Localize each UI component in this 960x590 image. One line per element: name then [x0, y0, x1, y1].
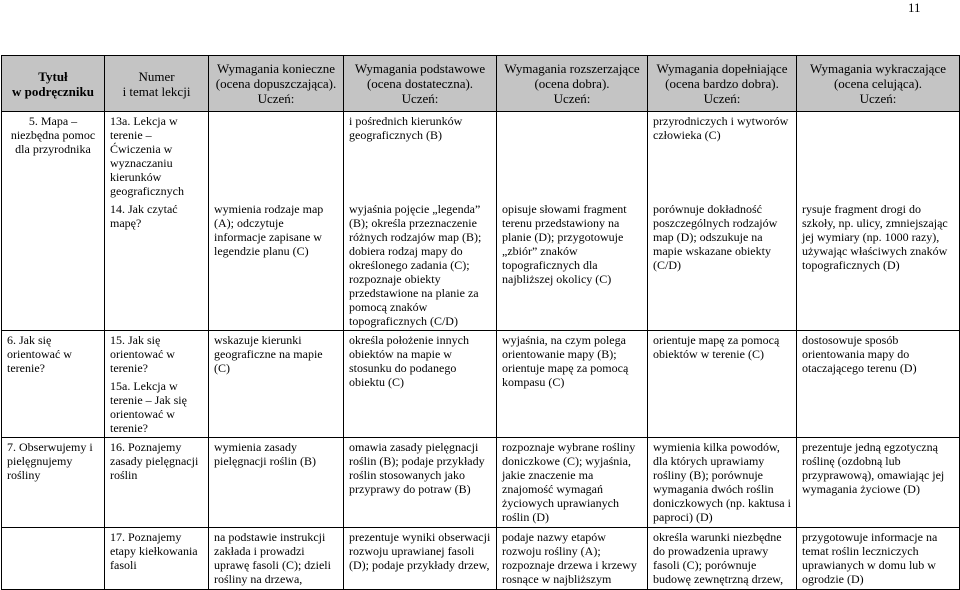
lesson-b: 15a. Lekcja w terenie – Jak się orientować w terenie? [110, 379, 187, 435]
topic-cell: 5. Mapa – niezbędna pomoc dla przyrodnika [2, 112, 105, 331]
header-extended: Wymagania rozszerzające (ocena dobra). Uczeń: [497, 56, 648, 112]
table-row [2, 528, 960, 590]
lesson-cell: 17. Poznajemy etapy kiełkowania fasoli [105, 528, 209, 590]
lesson-cell: 16. Poznajemy zasady pielęgnacji roślin [105, 438, 209, 528]
required-cell: na podstawie instrukcji zakłada i prowadzi uprawę fasoli (C); dzieli rośliny na drzewa, [209, 528, 344, 590]
complementary-cell: orientuje mapę za pomocą obiektów w terenie (C) [648, 331, 797, 438]
required-cell: wymienia zasady pielęgnacji roślin (B) [209, 438, 344, 528]
topic-cell: 7. Obserwujemy i pielęgnujemy rośliny [2, 438, 105, 528]
complementary-cell: porównuje dokładność poszczególnych rodzajów map (D); odszukuje na mapie wskazane obiekty (C/D) [648, 200, 797, 331]
outstanding-cell [797, 112, 960, 201]
header-lesson: Numer i temat lekcji [105, 56, 209, 112]
header-row [2, 56, 960, 112]
header-basic: Wymagania podstawowe (ocena dostateczna). Uczeń: [344, 56, 497, 112]
topic-cell: 6. Jak się orientować w terenie? [2, 331, 105, 438]
required-cell: wskazuje kierunki geograficzne na mapie (C) [209, 331, 344, 438]
extended-cell: wyjaśnia, na czym polega orientowanie mapy (B); orientuje mapę za pomocą kompasu (C) [497, 331, 648, 438]
basic-cell: prezentuje wyniki obserwacji rozwoju uprawianej fasoli (D); podaje przykłady drzew, [344, 528, 497, 590]
lesson-a: 15. Jak się orientować w terenie? [110, 333, 175, 375]
table-row [2, 331, 960, 438]
extended-cell [497, 112, 648, 201]
complementary-cell: wymienia kilka powodów, dla których uprawiamy rośliny (B); porównuje wymagania dwóch roślin doniczkowych (np. kaktusa i paproci) (D) [648, 438, 797, 528]
extended-cell: podaje nazwy etapów rozwoju rośliny (A); rozpoznaje drzewa i krzewy rosnące w najbliższym [497, 528, 648, 590]
header-outstanding: Wymagania wykraczające (ocena celująca). Uczeń: [797, 56, 960, 112]
table-row [2, 112, 960, 201]
lesson-cell: 13a. Lekcja w terenie – Ćwiczenia w wyznaczaniu kierunków geograficznych [105, 112, 209, 201]
header-title: Tytuł w podręczniku [2, 56, 105, 112]
basic-cell: określa położenie innych obiektów na mapie w stosunku do podanego obiektu (C) [344, 331, 497, 438]
extended-cell: opisuje słowami fragment terenu przedstawiony na planie (D); przygotowuje „zbiór” znaków topograficznych dla najbliższej okolicy (C) [497, 200, 648, 331]
outstanding-cell: prezentuje jedną egzotyczną roślinę (ozdobną lub przyprawową), omawiając jej wymagania życiowe (D) [797, 438, 960, 528]
required-cell [209, 112, 344, 201]
basic-cell: wyjaśnia pojęcie „legenda” (B); określa przeznaczenie różnych rodzajów map (B); dobiera rodzaj mapy do określonego zadania (C); rozpoznaje obiekty przedstawione na planie za pomocą znaków topograficznych (C/D) [344, 200, 497, 331]
page-number: 11 [908, 0, 921, 15]
outstanding-cell: rysuje fragment drogi do szkoły, np. ulicy, zmniejszając jej wymiary (np. 1000 razy), używając właściwych znaków topograficznych (D) [797, 200, 960, 331]
complementary-cell: przyrodniczych i wytworów człowieka (C) [648, 112, 797, 201]
complementary-cell: określa warunki niezbędne do prowadzenia uprawy fasoli (C); porównuje budowę zewnętrzną drzew, [648, 528, 797, 590]
table-row [2, 438, 960, 528]
extended-cell: rozpoznaje wybrane rośliny doniczkowe (C); wyjaśnia, jakie znaczenie ma znajomość wymagań życiowych uprawianych roślin (D) [497, 438, 648, 528]
lesson-cell: 14. Jak czytać mapę? [105, 200, 209, 331]
header-required: Wymagania konieczne (ocena dopuszczająca). Uczeń: [209, 56, 344, 112]
basic-cell: i pośrednich kierunków geograficznych (B) [344, 112, 497, 201]
requirements-table [1, 55, 960, 590]
outstanding-cell: przygotowuje informacje na temat roślin leczniczych uprawianych w domu lub w ogrodzie (D) [797, 528, 960, 590]
header-complementary: Wymagania dopełniające (ocena bardzo dobra). Uczeń: [648, 56, 797, 112]
topic-cell [2, 528, 105, 590]
required-cell: wymienia rodzaje map (A); odczytuje informacje zapisane w legendzie planu (C) [209, 200, 344, 331]
table-row [2, 200, 960, 331]
outstanding-cell: dostosowuje sposób orientowania mapy do otaczającego terenu (D) [797, 331, 960, 438]
basic-cell: omawia zasady pielęgnacji roślin (B); podaje przykłady roślin stosowanych jako przyprawy do potraw (B) [344, 438, 497, 528]
lesson-cell [105, 331, 209, 438]
